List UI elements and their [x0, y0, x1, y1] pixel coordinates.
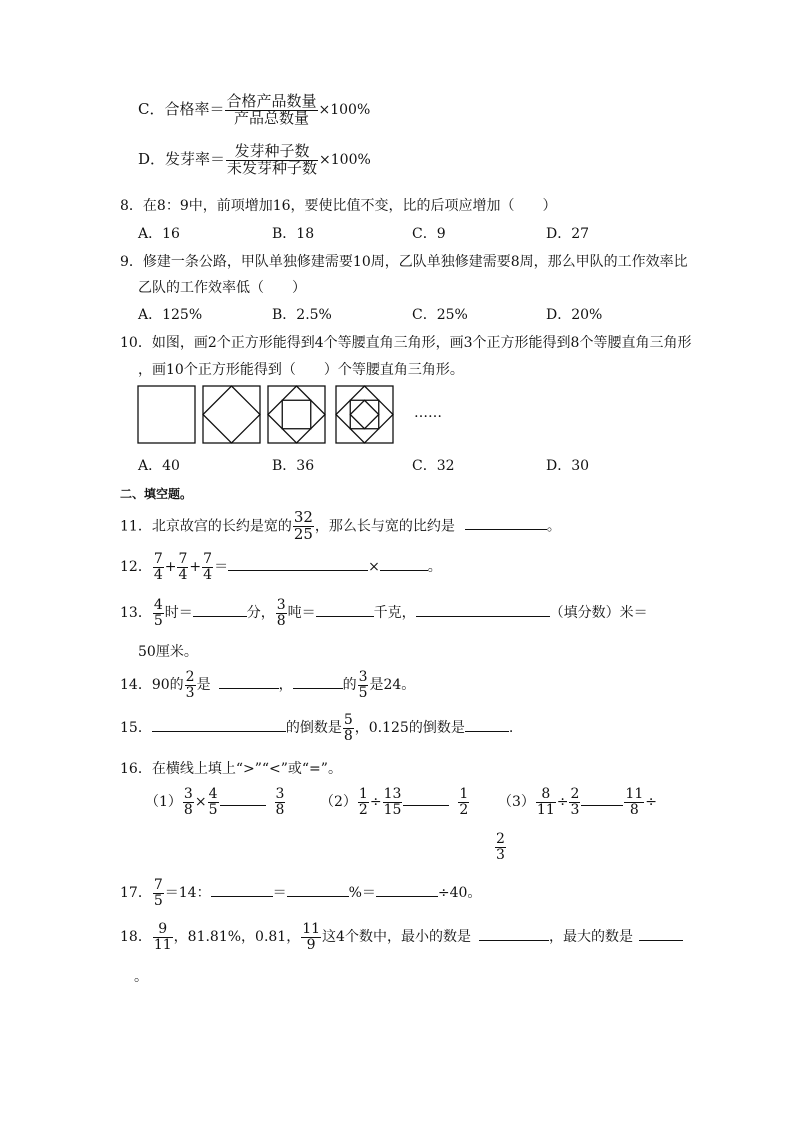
q10-line1: 10．如图，画2个正方形能得到4个等腰直角三角形，画3个正方形能得到8个等腰直角三角形 [120, 335, 692, 351]
q7-option-c [138, 94, 370, 127]
q7d-fraction: $\frac{\text{发芽种子数}}{\text{未发芽种子数}}$ [227, 142, 318, 177]
q18-end: 。 [134, 969, 148, 985]
q13-answer-blank-1[interactable] [193, 615, 247, 617]
q10-option-a[interactable]: A．40 [138, 458, 180, 474]
q16-part-1: （1） $\frac{3}{8}$ × $\frac{4}{5}$ $\frac{3}{8}$ [145, 786, 285, 818]
q12-fraction-2: $\frac{7}{4}$ [178, 551, 188, 583]
q7d-label: D．发芽率＝ [138, 149, 226, 168]
q8-option-a[interactable]: A．16 [138, 226, 180, 242]
q16-part-2: （2） $\frac{1}{2}$ ÷ $\frac{13}{15}$ $\frac{1}{2}$ [320, 786, 469, 818]
q10-ellipsis: …… [414, 405, 442, 421]
q18-fraction-2: $\frac{11}{9}$ [302, 921, 321, 953]
q8-option-b[interactable]: B．18 [272, 226, 315, 242]
figure-2-squares [203, 386, 260, 443]
q12-fraction-3: $\frac{7}{4}$ [203, 551, 213, 583]
q10-option-b[interactable]: B．36 [272, 458, 315, 474]
q10-option-c[interactable]: C．32 [412, 458, 455, 474]
q9-line1: 9．修建一条公路，甲队单独修建需要10周，乙队单独修建需要8周，那么甲队的工作效率比 [120, 254, 688, 270]
q8-option-d[interactable]: D．27 [546, 226, 590, 242]
q16-part-3: （3） $\frac{8}{11}$ ÷ $\frac{2}{3}$ $\frac{11}{8}$ ÷ [498, 786, 657, 818]
q12-fraction-1: $\frac{7}{4}$ [153, 551, 163, 583]
q16-3-answer-blank[interactable] [581, 804, 623, 806]
q10-option-d[interactable]: D．30 [546, 458, 590, 474]
q13-answer-blank-3[interactable] [416, 615, 550, 617]
section-title-fill-in: 二、填空题。 [120, 487, 193, 501]
q14-answer-blank-2[interactable] [293, 687, 343, 689]
q16-part-3-wrap: $\frac{2}{3}$ [496, 831, 505, 863]
q7c-fraction: $\frac{\text{合格产品数量}}{\text{产品总数量}}$ [226, 92, 317, 127]
q9-option-c[interactable]: C．25% [412, 307, 468, 323]
q14-fraction-1: $\frac{2}{3}$ [185, 669, 195, 701]
q11-answer-blank[interactable] [465, 528, 547, 530]
q13: 13． $\frac{4}{5}$ 时＝ 分， $\frac{3}{8}$ 吨＝ 千克， （填分数）米＝ [120, 597, 648, 629]
q14-fraction-2: $\frac{3}{5}$ [358, 669, 368, 701]
q12-answer-blank-1[interactable] [228, 569, 368, 571]
q18: 18． $\frac{9}{11}$ ，81.81%，0.81， $\frac{11}{9}$ 这4个数中，最小的数是 ，最大的数是 [120, 922, 683, 952]
q15: 15． 的倒数是 $\frac{5}{8}$ ，0.125的倒数是 . [120, 712, 514, 744]
q13-line2: 50厘米。 [138, 644, 198, 660]
q9-option-a[interactable]: A．125% [138, 307, 203, 323]
q7c-tail: ×100% [318, 101, 371, 118]
q15-answer-blank-1[interactable] [152, 730, 286, 732]
q18-answer-blank-2[interactable] [639, 939, 683, 941]
q10-square-figures [136, 384, 426, 446]
q7d-tail: ×100% [319, 151, 371, 168]
q7c-label: C．合格率＝ [138, 99, 225, 118]
q8-option-c[interactable]: C．9 [412, 226, 446, 242]
q14: 14．90的 $\frac{2}{3}$ 是 ， 的 $\frac{3}{5}$ 是24。 [120, 669, 416, 701]
q12-answer-blank-2[interactable] [380, 569, 428, 571]
q14-answer-blank-1[interactable] [219, 687, 279, 689]
q17-answer-blank-3[interactable] [376, 895, 438, 897]
q16-2-answer-blank[interactable] [403, 804, 449, 806]
figure-3-squares [268, 386, 325, 443]
q15-fraction: $\frac{5}{8}$ [343, 712, 353, 744]
q9-option-d[interactable]: D．20% [546, 307, 603, 323]
q7-option-d [138, 144, 371, 177]
q10-line2: ，画10个正方形能得到（ ）个等腰直角三角形。 [138, 362, 464, 378]
q9-line2: 乙队的工作效率低（ ） [138, 280, 306, 296]
q17: 17． $\frac{7}{5}$ ＝14： ＝ %＝ ÷40。 [120, 877, 482, 909]
q17-answer-blank-2[interactable] [287, 895, 349, 897]
q11-fraction: $\frac{32}{25}$ [293, 508, 313, 543]
q13-fraction-1: $\frac{4}{5}$ [153, 597, 163, 629]
q13-answer-blank-2[interactable] [316, 615, 374, 617]
q18-answer-blank-1[interactable] [479, 939, 549, 941]
figure-4-squares [336, 386, 393, 443]
figure-1-square [138, 386, 195, 443]
q15-answer-blank-2[interactable] [465, 730, 509, 732]
q16-1-answer-blank[interactable] [220, 804, 266, 806]
q17-fraction: $\frac{7}{5}$ [153, 877, 163, 909]
q8-text: 8．在8：9中，前项增加16，要使比值不变，比的后项应增加（ ） [120, 198, 557, 214]
q12: 12． $\frac{7}{4}$ + $\frac{7}{4}$ + $\frac{7}{4}$ ＝ × 。 [120, 551, 442, 583]
q13-fraction-2: $\frac{3}{8}$ [276, 597, 286, 629]
q16-text: 16．在横线上填上“>”“<”或“=”。 [120, 761, 342, 777]
q18-fraction-1: $\frac{9}{11}$ [153, 921, 172, 953]
q17-answer-blank-1[interactable] [211, 895, 273, 897]
q11: 11．北京故宫的长约是宽的 $\frac{32}{25}$ ，那么长与宽的比约是 。 [120, 508, 561, 543]
q9-option-b[interactable]: B．2.5% [272, 307, 332, 323]
